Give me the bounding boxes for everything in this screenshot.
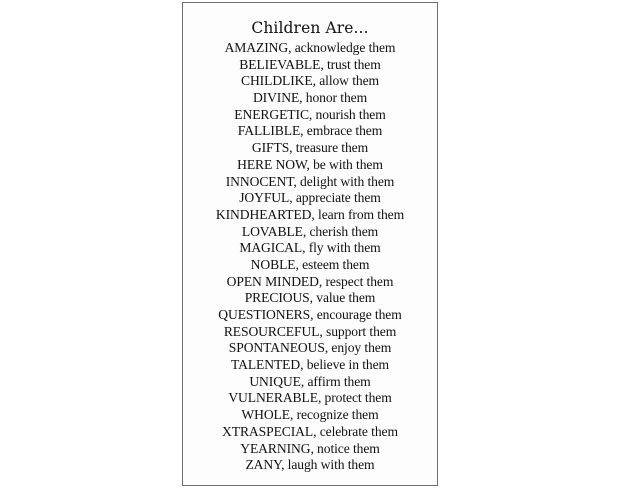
item-word: PRECIOUS: [244, 290, 310, 306]
item-word: INNOCENT: [225, 173, 294, 189]
item-action: celebrate them: [319, 423, 398, 439]
item-word: QUESTIONERS: [218, 307, 311, 322]
list-item: HERE NOW, be with them: [237, 156, 383, 172]
list-item: XTRASPECIAL, celebrate them: [222, 423, 398, 439]
alphabet-list: [183, 40, 437, 474]
item-word: WHOLE: [241, 407, 290, 423]
list-item: DIVINE, honor them: [252, 90, 368, 106]
item-word: UNIQUE: [249, 373, 301, 389]
item-action: encourage them: [316, 307, 402, 322]
poem-card: [182, 2, 438, 486]
list-item: MAGICAL, fly with them: [239, 240, 381, 256]
item-word: ZANY: [245, 457, 282, 473]
item-action: support them: [326, 323, 397, 339]
item-word: ENERGETIC: [234, 106, 309, 122]
item-action: value them: [316, 290, 376, 306]
list-item: SPONTANEOUS, enjoy them: [228, 340, 392, 356]
item-action: believe in them: [306, 357, 389, 373]
list-item: RESOURCEFUL, support them: [223, 323, 397, 339]
item-action: delight with them: [300, 173, 395, 189]
item-word: DIVINE: [252, 90, 300, 106]
list-item: CHILDLIKE, allow them: [241, 73, 379, 89]
item-action: honor them: [305, 90, 368, 106]
item-action: appreciate them: [295, 190, 381, 206]
item-word: VULNERABLE: [228, 390, 318, 406]
list-item: KINDHEARTED, learn from them: [215, 206, 405, 222]
item-word: CHILDLIKE: [241, 73, 313, 89]
item-action: allow them: [319, 73, 379, 89]
item-word: GIFTS: [251, 140, 290, 156]
item-action: recognize them: [296, 407, 379, 423]
list-item: FALLIBLE, embrace them: [237, 123, 383, 139]
item-action: trust them: [326, 56, 381, 72]
item-word: BELIEVABLE: [239, 56, 321, 72]
item-word: MAGICAL: [239, 240, 303, 256]
list-item: UNIQUE, affirm them: [249, 373, 371, 389]
item-word: NOBLE: [250, 256, 296, 272]
item-word: HERE NOW: [237, 156, 307, 172]
card-title: Children Are...: [251, 19, 369, 37]
list-item: BELIEVABLE, trust them: [239, 56, 381, 72]
item-action: laugh with them: [287, 457, 375, 473]
list-item: ZANY, laugh with them: [245, 457, 375, 473]
item-action: affirm them: [307, 373, 371, 389]
list-item: PRECIOUS, value them: [244, 290, 376, 306]
list-item: AMAZING, acknowledge them: [224, 40, 396, 55]
list-item: GIFTS, treasure them: [251, 140, 369, 156]
list-item: QUESTIONERS, encourage them: [218, 307, 402, 322]
item-word: RESOURCEFUL: [223, 323, 320, 339]
item-action: protect them: [324, 390, 392, 406]
list-item: JOYFUL, appreciate them: [239, 190, 381, 206]
list-item: YEARNING, notice them: [240, 440, 380, 456]
list-item: NOBLE, esteem them: [250, 256, 370, 272]
item-word: SPONTANEOUS: [228, 340, 325, 356]
item-action: acknowledge them: [294, 40, 396, 55]
item-action: nourish them: [315, 106, 386, 122]
item-word: FALLIBLE: [237, 123, 301, 139]
item-word: AMAZING: [224, 40, 289, 55]
item-action: cherish them: [309, 223, 379, 239]
item-action: respect them: [325, 273, 394, 289]
item-action: fly with them: [308, 240, 381, 256]
item-word: XTRASPECIAL: [222, 423, 314, 439]
list-item: OPEN MINDED, respect them: [226, 273, 394, 289]
item-word: YEARNING: [240, 440, 311, 456]
list-item: ENERGETIC, nourish them: [234, 106, 386, 122]
item-word: TALENTED: [230, 357, 301, 373]
item-action: embrace them: [306, 123, 383, 139]
item-action: learn from them: [318, 206, 405, 222]
list-item: INNOCENT, delight with them: [225, 173, 395, 189]
item-action: notice them: [317, 440, 380, 456]
item-action: esteem them: [302, 256, 370, 272]
item-word: OPEN MINDED: [226, 273, 319, 289]
list-item: VULNERABLE, protect them: [228, 390, 392, 406]
list-item: LOVABLE, cherish them: [241, 223, 379, 239]
item-action: enjoy them: [331, 340, 392, 356]
list-item: TALENTED, believe in them: [230, 357, 389, 373]
item-action: be with them: [313, 156, 383, 172]
item-word: KINDHEARTED: [215, 206, 312, 222]
item-action: treasure them: [295, 140, 369, 156]
item-word: JOYFUL: [239, 190, 290, 206]
item-word: LOVABLE: [241, 223, 303, 239]
list-item: WHOLE, recognize them: [241, 407, 379, 423]
